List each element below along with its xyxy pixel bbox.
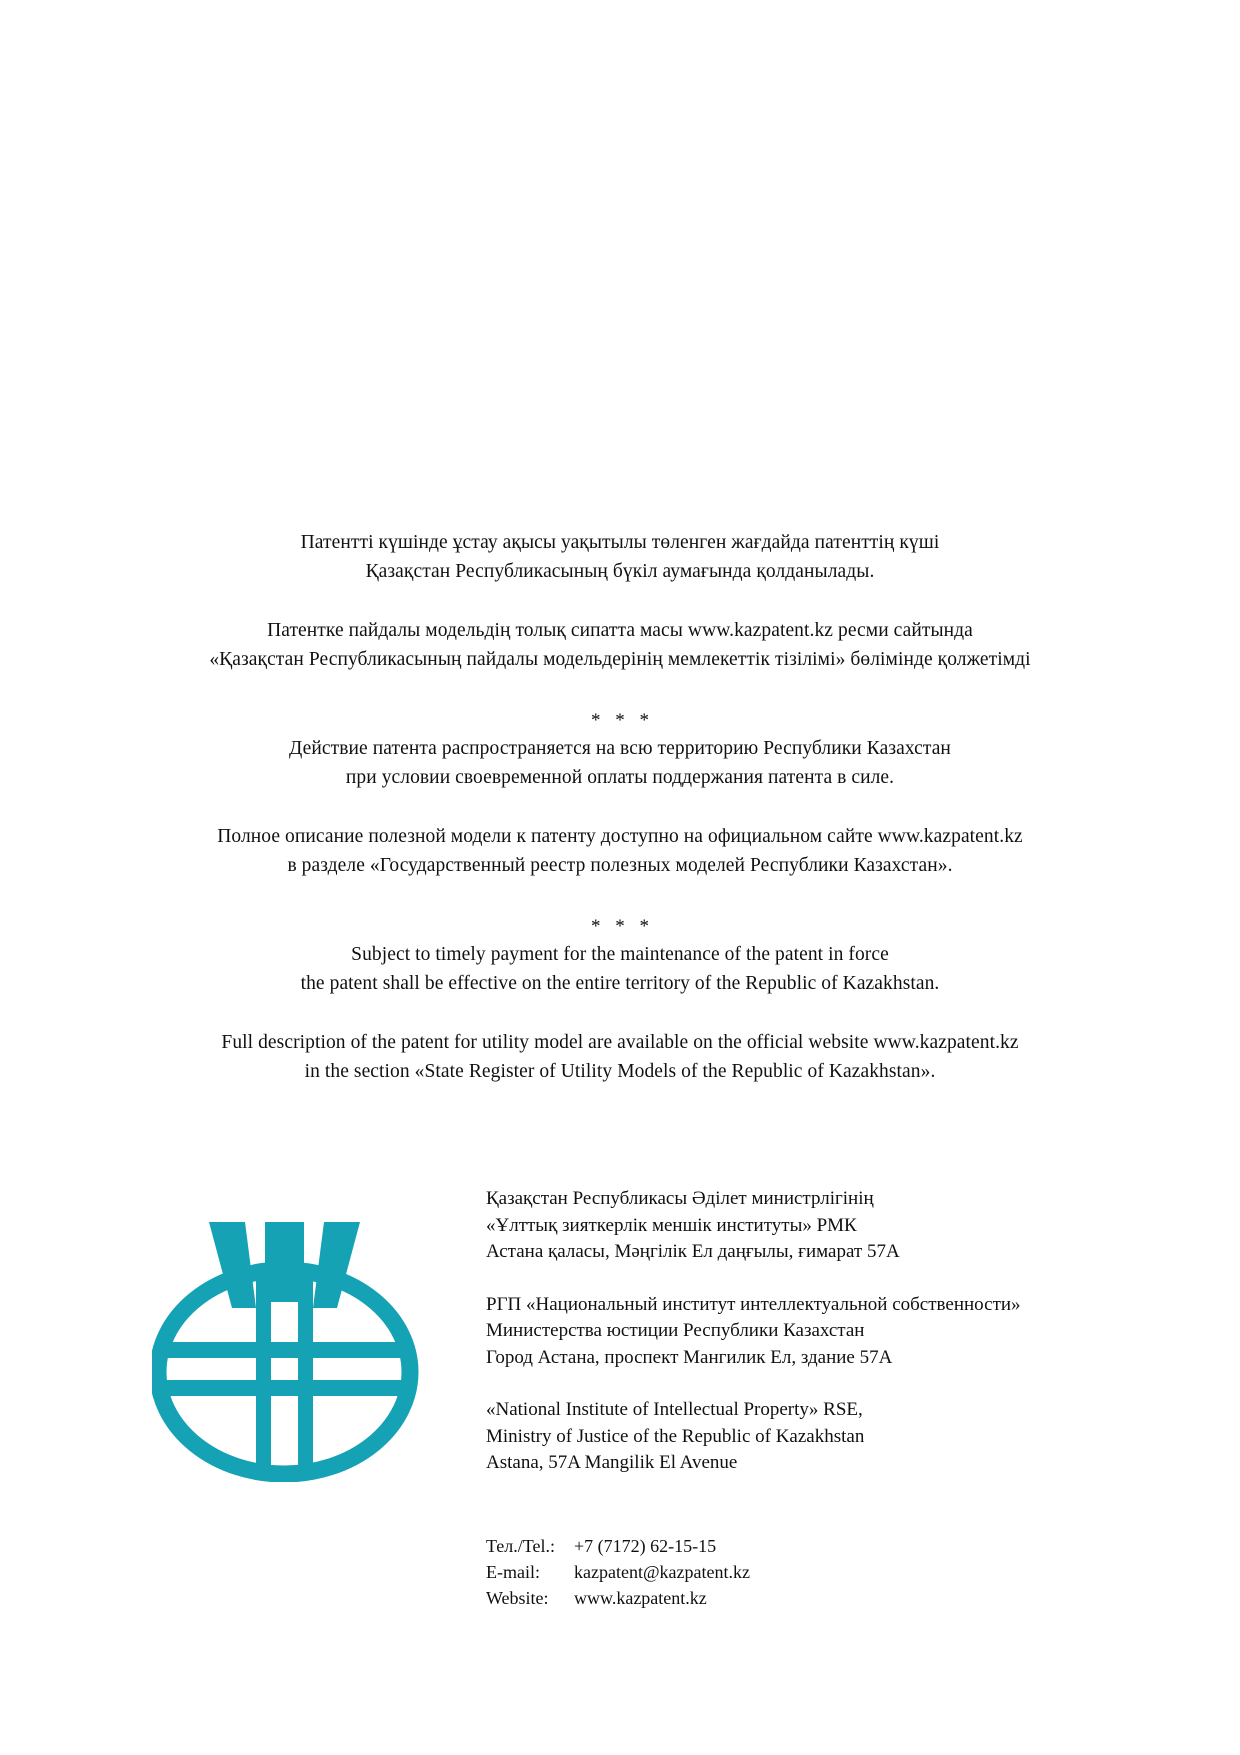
notice-en-maintenance [120, 940, 1120, 998]
contact-details [486, 1533, 986, 1611]
organization-address-en [486, 1397, 1126, 1477]
organization-address-ru [486, 1292, 1126, 1372]
contact-row-phone [486, 1533, 986, 1559]
phone-value: +7 (7172) 62-15-15 [574, 1536, 717, 1556]
org-en-line-3: Astana, 57A Mangilik El Avenue [486, 1452, 738, 1473]
phone-label: Тел./Tel.: [486, 1536, 556, 1556]
org-ru-line-3: Город Астана, проспект Мангилик Ел, здание 57А [486, 1346, 893, 1368]
notice-kk-maintenance-line-2: Қазақстан Республикасының бүкіл аумағында қолданылады. [365, 561, 875, 582]
email-label: E-mail: [486, 1562, 540, 1582]
notice-kk-description [120, 616, 1120, 674]
organization-address [486, 1186, 1126, 1477]
notice-ru-maintenance-line-2: при условии своевременной оплаты поддержания патента в силе. [345, 767, 895, 788]
org-kk-line-2: «Ұлттық зияткерлік меншік институты» РМК [486, 1214, 857, 1236]
notice-ru-maintenance [120, 734, 1120, 792]
multilingual-notice-block [120, 528, 1120, 1086]
contact-row-email [486, 1559, 986, 1585]
org-en-line-1: «National Institute of Intellectual Property» RSE, [486, 1399, 863, 1420]
contact-row-website [486, 1585, 986, 1611]
website-value[interactable]: www.kazpatent.kz [574, 1588, 707, 1608]
spacer [120, 586, 1120, 616]
email-value[interactable]: kazpatent@kazpatent.kz [574, 1562, 750, 1582]
spacer [120, 674, 1120, 708]
kazpatent-globe-logo-icon [152, 1182, 422, 1482]
notice-ru-maintenance-line-1: Действие патента распространяется на всю территорию Республики Казахстан [289, 738, 951, 759]
notice-en-maintenance-line-1: Subject to timely payment for the maintenance of the patent in force [351, 944, 889, 965]
notice-kk-maintenance [120, 528, 1120, 586]
org-kk-line-3: Астана қаласы, Мәңгілік Ел даңғылы, ғимарат 57А [486, 1241, 900, 1262]
section-separator-en: * * * [591, 916, 654, 937]
notice-kk-description-line-1: Патентке пайдалы модельдің толық сипатта масы www.kazpatent.kz ресми сайтында [267, 620, 973, 641]
org-en-line-2: Ministry of Justice of the Republic of Kazakhstan [486, 1425, 865, 1447]
notice-kk-description-line-2: «Қазақстан Республикасының пайдалы модельдерінің мемлекеттік тізілімі» бөлімінде қолжетімді [209, 649, 1031, 670]
spacer [120, 792, 1120, 822]
notice-ru-description-line-1: Полное описание полезной модели к патенту доступно на официальном сайте www.kazpatent.kz [217, 826, 1023, 847]
notice-ru-description-line-2: в разделе «Государственный реестр полезных моделей Республики Казахстан». [287, 855, 953, 876]
notice-kk-maintenance-line-1: Патентті күшінде ұстау ақысы уақытылы төленген жағдайда патенттің күші [300, 532, 940, 553]
org-kk-line-1: Қазақстан Республикасы Әділет министрлігінің [486, 1188, 874, 1209]
organization-address-kk [486, 1186, 1126, 1266]
organization-logo [152, 1182, 422, 1482]
org-ru-line-1: РГП «Национальный институт интеллектуальной собственности» [486, 1293, 1021, 1315]
footer-block [0, 1160, 1240, 1500]
notice-en-maintenance-line-2: the patent shall be effective on the entire territory of the Republic of Kazakhstan. [300, 973, 940, 994]
website-label: Website: [486, 1588, 549, 1608]
notice-en-description-line-1: Full description of the patent for utility model are available on the official website www.kazpatent.kz [221, 1032, 1019, 1053]
spacer [120, 998, 1120, 1028]
org-ru-line-2: Министерства юстиции Республики Казахстан [486, 1320, 865, 1341]
spacer [120, 880, 1120, 914]
notice-ru-description [120, 822, 1120, 880]
notice-en-description-line-2: in the section «State Register of Utility Models of the Republic of Kazakhstan». [304, 1061, 936, 1082]
section-separator-ru: * * * [591, 710, 654, 731]
notice-en-description [120, 1028, 1120, 1086]
